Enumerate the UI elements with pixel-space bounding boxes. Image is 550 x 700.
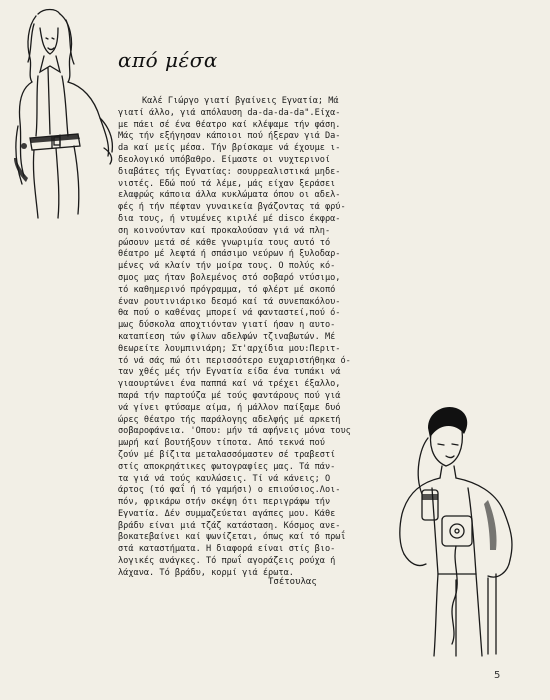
article-line: νιστές. Εδώ πού τά λέμε, μάς είχαν ξεράσει <box>118 178 336 189</box>
article-line: παρά τήν παρτούζα μέ τούς φαντάρους πού γιά <box>118 390 341 401</box>
article-line: μένες νά κλαίν τήν μοίρα τους. Ο πολύς κό- <box>118 261 336 272</box>
article-line: σοβαροφάνεια. 'Οπου: μήν τά αφήνεις μόνα τους <box>118 426 351 437</box>
article-line: θέατρο μέ λεφτά ή σπάσιμο νεύρων ή ξυλοδαρ- <box>118 249 341 260</box>
article-line: στά καταστήματα. Η διαφορά είναι στίς βιο- <box>118 544 336 555</box>
article-line: έναν ρουτινιάρικο δεσμό καί τά συνεπακόλου- <box>118 296 341 307</box>
article-line: Καλέ Γιώργο γιατί βγαίνεις Εγνατία; Μά <box>142 96 339 106</box>
article-line: πόν, φρικάρω στήν σκέψη ότι περιγράφω τήν <box>118 497 331 508</box>
article-line: με πάει σέ ένα θέατρο καί κλέψαμε τήν φάση. <box>118 119 341 130</box>
article-line: σμος μας ήταν βολεμένος στό σοβαρό ντύσιμο, <box>118 272 341 283</box>
article-line: στίς αποκρηάτικες φωτογραφίες μας. Τά πάν- <box>118 461 336 472</box>
article-line: λογικές ανάγκες. Τό πρωΐ αγοράζεις ρούχα ή <box>118 556 336 567</box>
article-line: ζούν μέ βίζιτα μεταλασσόμαστεν σέ τραβεστί <box>118 449 336 460</box>
article-line: φές ή τήν πέφταν γυναικεία βγάζοντας τά φρύ- <box>118 202 346 213</box>
article-line: τα γιά νά τούς καυλώσεις. Τί νά κάνεις; Ο <box>118 473 331 484</box>
article-line: γιαουρτώνει ένα παππά καί νά τρέχει έξαλλο, <box>118 379 341 390</box>
article-line: βοκατεβαίνει καί ψωνίζεται, όπως καί τό πρωΐ <box>118 532 346 543</box>
article-line: Μάς τήν εξήγησαν κάποιοι πού ήξεραν γιά Da- <box>118 131 341 142</box>
article-line: τό νά σάς πώ ότι περισσότερο ευχαριστήθηκα ό- <box>118 355 351 366</box>
man-on-phone-illustration <box>392 404 524 660</box>
article-line: ταν χθές μές τήν Εγνατία είδα ένα τυπάκι νά <box>118 367 341 378</box>
article-line: τό καθημερινό πρόγραμμα, τό φλέρτ μέ σκοπό <box>118 284 336 295</box>
article-line: βράδυ είναι μιά τζάζ κατάσταση. Κόσμος ανε- <box>118 520 341 531</box>
article-line: ση κοινούνταν καί προκαλούσαν γιά νά πλη- <box>118 225 331 236</box>
article-line: γιατί άλλο, γιά απόλαυση da-da-da-da".Είχα- <box>118 107 341 118</box>
article-line: μωρή καί βουτήξουν τίποτα. Από τεκνά πού <box>118 438 325 449</box>
article-line: θα πού ο καθένας μπορεί νά φανταστεί,πού ό- <box>118 308 341 319</box>
article-line: μως δύσκολα αποχτιόνταν γιατί ήσαν η αυτο- <box>118 320 336 331</box>
article-line: νά γίνει φτύσαμε αίμα, ή μάλλον παίξαμε δυό <box>118 402 341 413</box>
article-line: ώρες θέατρο τής παράλογης αδελφής μέ αρκετή <box>118 414 341 425</box>
article-line: δεολογικό υπόβαθρο. Είμαστε οι νυχτερινοί <box>118 154 331 165</box>
article-line: Εγνατία. Δέν συμμαζεύεται αγάπες μου. Κάθε <box>118 508 336 519</box>
author-signature: Τσέτουλας <box>268 577 317 587</box>
article-line: θεωρείτε λουμπινιάρη; Στ'αρχίδια μου:Περιτ- <box>118 343 341 354</box>
page-number: 5 <box>494 670 501 681</box>
section-title: από μέσα <box>118 48 218 72</box>
figure-illustration-top-left <box>8 6 120 226</box>
article-line: άρτος (τό φαΐ ή τό γαμήσι) ο επιούσιος.Λοι- <box>118 485 341 496</box>
article-line: διαβάτες τής Εγνατίας: σουρρεαλιστικά μηδε- <box>118 166 341 177</box>
article-line: da καί μείς μέσα. Τήν βρίσκαμε νά έχουμε ι- <box>118 143 341 154</box>
article-line: ελαφρώς κάποια άλλα κυκλώματα όπου οι αδελ- <box>118 190 341 201</box>
article-line: καταπίεση τών φίλων αδελφών τζιναβωτών. Μέ <box>118 331 336 342</box>
article-line: λάχανα. Τό βράδυ, κορμί γιά έρωτα. <box>118 567 294 578</box>
article-line: ρώσουν μετά σέ κάθε γνωριμία τους αυτό τό <box>118 237 331 248</box>
article-line: δια τους, ή ντυμένες κιριλέ μέ disco έκφρα- <box>118 213 341 224</box>
article-body <box>118 96 403 580</box>
